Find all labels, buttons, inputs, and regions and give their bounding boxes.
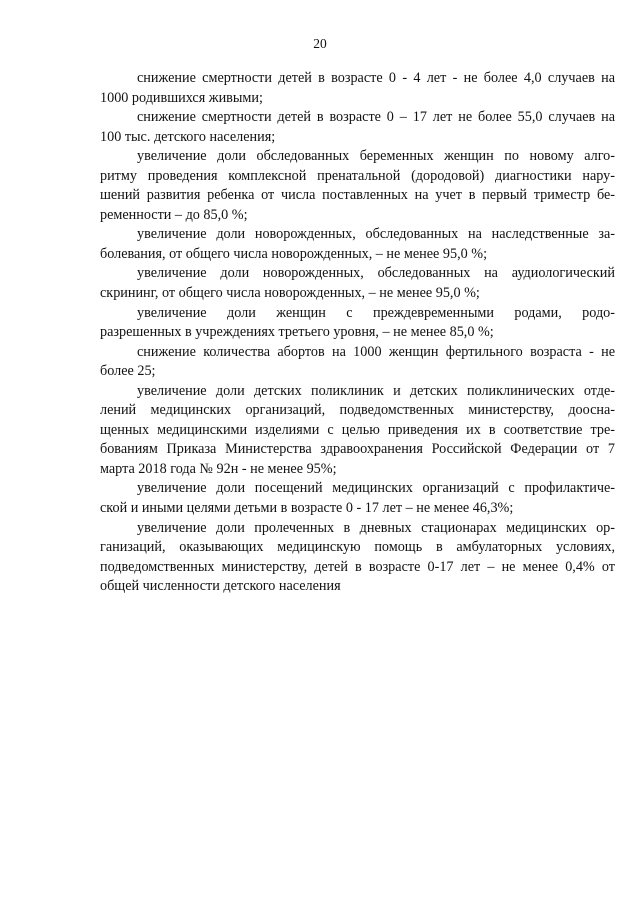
- text-line: ременности – до 85,0 %;: [100, 206, 248, 223]
- text-line: 100 тыс. детского населения;: [100, 128, 276, 145]
- text-line: снижение количества абортов на 1000 женщин фертильного возраста - не: [137, 343, 615, 360]
- text-line: увеличение доли обследованных беременных женщин по новому алго-: [137, 148, 615, 165]
- text-line: ской и иными целями детьми в возрасте 0 - 17 лет – не менее 46,3%;: [100, 500, 514, 517]
- text-line: щенных медицинскими изделиями с целью приведения их в соответствие тре-: [100, 421, 615, 438]
- text-line: увеличение доли посещений медицинских организаций с профилактиче-: [137, 480, 615, 497]
- text-line: 1000 родившихся живыми;: [100, 89, 263, 106]
- text-line: более 25;: [100, 363, 156, 380]
- text-line: увеличение доли женщин с преждевременными родами, родо-: [137, 304, 615, 321]
- text-line: увеличение доли детских поликлиник и детских поликлинических отде-: [137, 382, 615, 399]
- text-line: марта 2018 года № 92н - не менее 95%;: [100, 460, 337, 477]
- text-line: увеличение доли пролеченных в дневных стационарах медицинских ор-: [137, 519, 615, 536]
- document-body: [100, 69, 615, 597]
- text-line: общей численности детского населения: [100, 578, 341, 595]
- text-line: снижение смертности детей в возрасте 0 - 4 лет - не более 4,0 случаев на: [137, 70, 615, 86]
- text-line: подведомственных министерству, детей в возрасте 0-17 лет – не менее 0,4% от: [100, 558, 615, 575]
- text-line: увеличение доли новорожденных, обследованных на наследственные за-: [137, 226, 615, 243]
- text-line: ритму проведения комплексной пренатальной (дородовой) диагностики нару-: [100, 167, 615, 184]
- text-line: разрешенных в учреждениях третьего уровня, – не менее 85,0 %;: [100, 324, 494, 341]
- text-line: шений развития ребенка от числа поставленных на учет в первый триместр бе-: [100, 187, 615, 204]
- text-line: снижение смертности детей в возрасте 0 – 17 лет не более 55,0 случаев на: [137, 109, 615, 126]
- text-line: скрининг, от общего числа новорожденных, – не менее 95,0 %;: [100, 285, 480, 302]
- text-line: ганизаций, оказывающих медицинскую помощь в амбулаторных условиях,: [100, 539, 615, 556]
- text-line: бованиям Приказа Министерства здравоохранения Российской Федерации от 7: [100, 441, 615, 458]
- text-line: болевания, от общего числа новорожденных, – не менее 95,0 %;: [100, 245, 488, 262]
- text-line: увеличение доли новорожденных, обследованных на аудиологический: [137, 265, 615, 282]
- page-number: 20: [313, 36, 327, 51]
- text-line: лений медицинских организаций, подведомственных министерству, доосна-: [100, 402, 615, 419]
